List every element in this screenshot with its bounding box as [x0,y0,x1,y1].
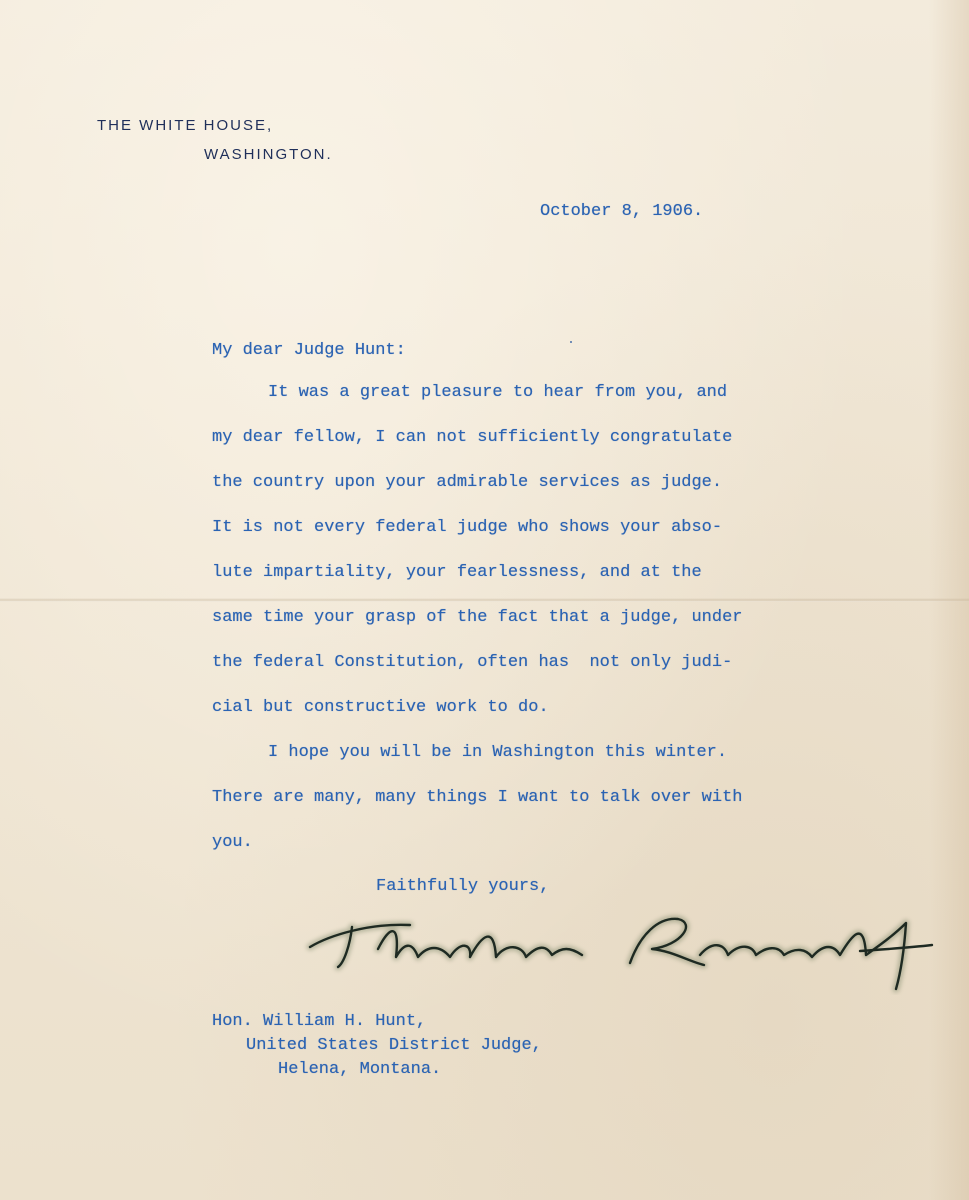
paper-edge-stain [929,0,969,1200]
body-line: It was a great pleasure to hear from you, and [268,383,728,402]
body-line: cial but constructive work to do. [212,698,549,717]
complimentary-close: Faithfully yours, [376,877,550,896]
ink-speck [570,341,572,343]
body-line: It is not every federal judge who shows your abso- [212,518,723,537]
recipient-location: Helena, Montana. [278,1060,442,1079]
letterhead-city: WASHINGTON. [204,146,333,163]
letterhead-title: THE WHITE HOUSE, [97,117,274,134]
body-line: same time your grasp of the fact that a judge, under [212,608,743,627]
body-line: my dear fellow, I can not sufficiently congratulate [212,428,733,447]
body-line: you. [212,833,253,852]
salutation: My dear Judge Hunt: [212,341,406,360]
body-line: I hope you will be in Washington this winter. [268,743,728,762]
letter-date: October 8, 1906. [540,202,704,221]
body-line: There are many, many things I want to talk over with [212,788,743,807]
body-line: the country upon your admirable services as judge. [212,473,723,492]
body-line: lute impartiality, your fearlessness, and at the [212,563,702,582]
handwritten-signature [300,905,940,995]
recipient-name: Hon. William H. Hunt, [212,1012,427,1031]
paper-fold-crease [0,598,969,602]
body-line: the federal Constitution, often has not only judi- [212,653,733,672]
recipient-title: United States District Judge, [246,1036,542,1055]
